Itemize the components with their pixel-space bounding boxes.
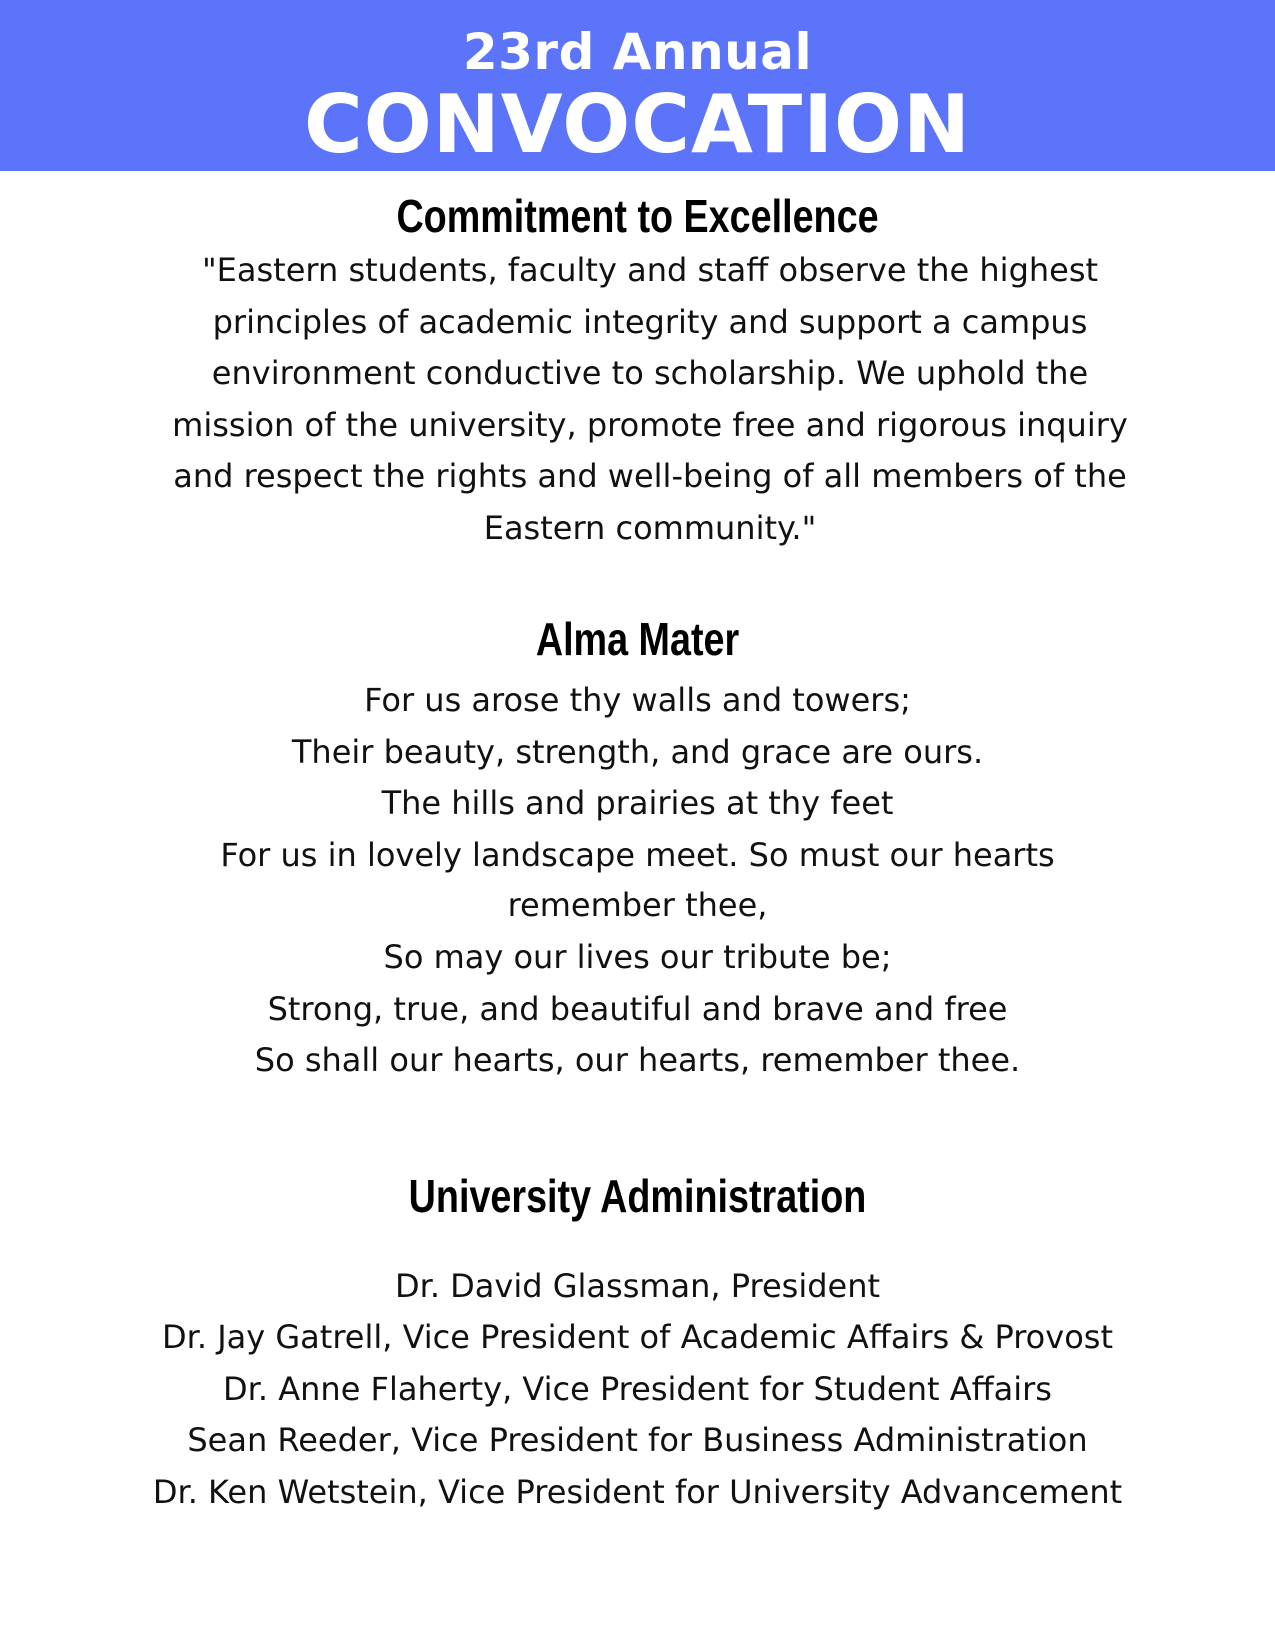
administration-member: Dr. Jay Gatrell, Vice President of Academic Affairs & Provost: [162, 1318, 1113, 1356]
header-banner: [0, 0, 1275, 171]
commitment-statement: "Eastern students, faculty and staff observe the highest principles of academic integrity and support a campus environment conductive to scholarship. We uphold the mission of the university, promote free and rigorous inquiry and respect the rights and well-being of all members of the Eastern community.": [172, 251, 1128, 547]
commitment-heading: Commitment to Excellence: [396, 190, 879, 242]
alma-mater-heading: Alma Mater: [535, 613, 740, 665]
alma-mater-line: The hills and prairies at thy feet: [381, 784, 894, 822]
administration-member: Dr. Anne Flaherty, Vice President for Student Affairs: [223, 1370, 1052, 1408]
alma-mater-line: remember thee,: [507, 886, 768, 924]
header-subtitle: 23rd Annual: [462, 23, 813, 81]
alma-mater-line: Their beauty, strength, and grace are ours.: [291, 733, 984, 771]
alma-mater-line: For us in lovely landscape meet. So must our hearts: [220, 836, 1055, 874]
administration-member: Dr. Ken Wetstein, Vice President for University Advancement: [152, 1473, 1123, 1511]
header-title: CONVOCATION: [304, 78, 971, 171]
alma-mater-line: So shall our hearts, our hearts, remember thee.: [254, 1041, 1021, 1079]
alma-mater-line: So may our lives our tribute be;: [383, 938, 892, 976]
administration-member: Dr. David Glassman, President: [394, 1267, 881, 1305]
administration-member: Sean Reeder, Vice President for Business Administration: [187, 1421, 1088, 1459]
alma-mater-line: Strong, true, and beautiful and brave and free: [267, 990, 1008, 1028]
administration-heading: University Administration: [408, 1170, 867, 1222]
alma-mater-line: For us arose thy walls and towers;: [364, 681, 911, 719]
